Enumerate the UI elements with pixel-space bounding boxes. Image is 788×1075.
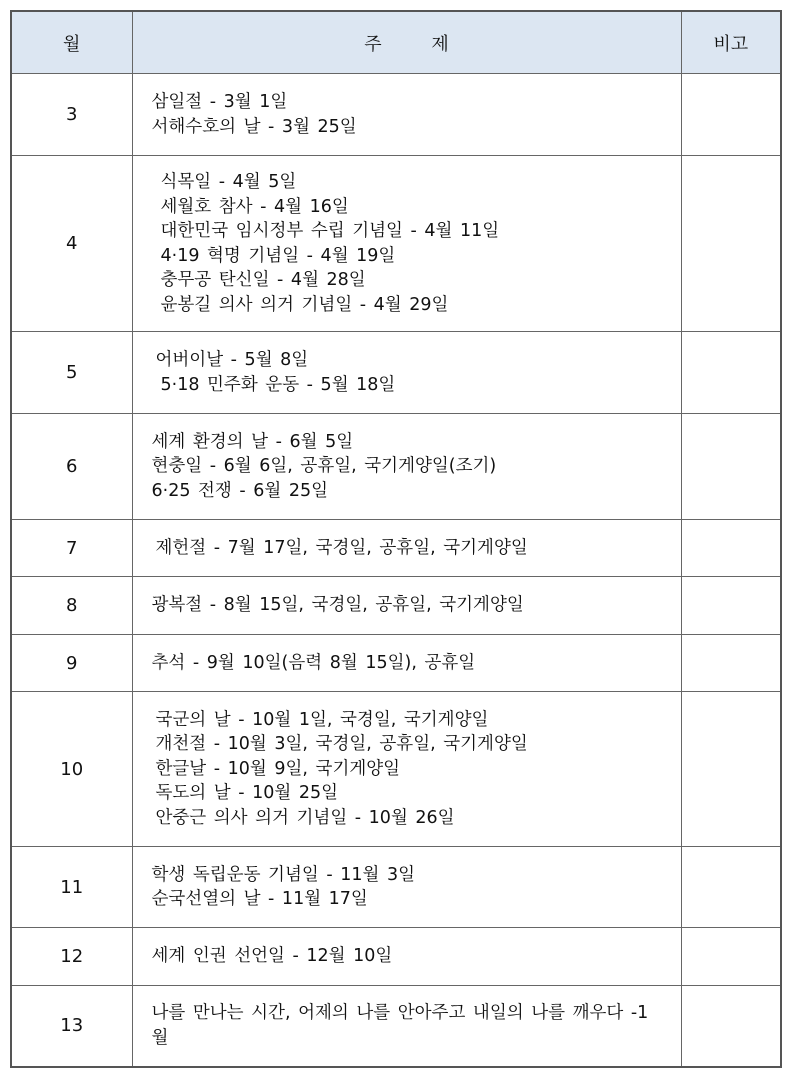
- month-cell: 9: [11, 635, 132, 692]
- topic-line: 충무공 탄신일 - 4월 28일: [160, 270, 366, 290]
- topic-column-header-label: 주 제: [364, 33, 471, 55]
- topic-line: 세계 인권 선언일 - 12월 10일: [151, 946, 393, 967]
- topic-cell: [132, 520, 681, 577]
- topic-line: 세월호 참사 - 4월 16일: [160, 196, 349, 217]
- topic-cell: [132, 692, 681, 847]
- topic-cell: [132, 928, 681, 986]
- topic-line: 학생 독립운동 기념일 - 11월 3일: [151, 864, 415, 885]
- table-row: [11, 74, 781, 156]
- topic-line: 4·19 혁명 기념일 - 4월 19일: [160, 245, 396, 266]
- note-cell: [681, 156, 781, 332]
- topic-cell: [132, 156, 681, 332]
- note-cell: [681, 635, 781, 692]
- table-row: [11, 577, 781, 635]
- topic-cell: [132, 577, 681, 635]
- header-row: [11, 11, 781, 74]
- topic-cell: [132, 635, 681, 692]
- note-cell: [681, 847, 781, 928]
- month-cell: 10: [11, 692, 132, 847]
- topic-line: 나를 만나는 시간, 어제의 나를 안아주고 내일의 나를 깨우다 -1월: [151, 1003, 649, 1048]
- table-row: [11, 414, 781, 520]
- month-cell: 11: [11, 847, 132, 928]
- monthly-topic-table: [10, 10, 782, 1068]
- table-row: [11, 520, 781, 577]
- note-cell: [681, 520, 781, 577]
- month-cell: 13: [11, 986, 132, 1067]
- note-cell: [681, 986, 781, 1067]
- topic-line: 순국선열의 날 - 11월 17일: [151, 889, 368, 909]
- month-cell: 4: [11, 156, 132, 332]
- topic-line: 윤봉길 의사 의거 기념일 - 4월 29일: [160, 294, 449, 315]
- table-row: [11, 986, 781, 1067]
- table-row: [11, 928, 781, 986]
- month-cell: 8: [11, 577, 132, 635]
- month-cell: 12: [11, 928, 132, 986]
- topic-line: 5·18 민주화 운동 - 5월 18일: [160, 374, 396, 395]
- topic-line: 국군의 날 - 10월 1일, 국경일, 국기게양일: [155, 709, 489, 730]
- month-cell: 7: [11, 520, 132, 577]
- table-row: [11, 156, 781, 332]
- month-column-header: 월: [11, 11, 132, 74]
- topic-line: 어버이날 - 5월 8일: [155, 350, 309, 370]
- note-column-header: 비고: [681, 11, 781, 74]
- note-cell: [681, 414, 781, 520]
- note-cell: [681, 332, 781, 414]
- topic-line: 현충일 - 6월 6일, 공휴일, 국기게양일(조기): [151, 456, 497, 477]
- topic-line: 안중근 의사 의거 기념일 - 10월 26일: [155, 807, 455, 828]
- note-cell: [681, 577, 781, 635]
- topic-cell: [132, 332, 681, 414]
- topic-cell: [132, 414, 681, 520]
- topic-line: 독도의 날 - 10월 25일: [155, 783, 339, 804]
- topic-column-header: [132, 11, 681, 74]
- topic-line: 서해수호의 날 - 3월 25일: [151, 116, 357, 137]
- topic-cell: [132, 74, 681, 156]
- table-row: [11, 847, 781, 928]
- topic-line: 세계 환경의 날 - 6월 5일: [151, 431, 354, 452]
- note-cell: [681, 928, 781, 986]
- table-row: [11, 332, 781, 414]
- topic-line: 추석 - 9월 10일(음력 8월 15일), 공휴일: [151, 652, 476, 673]
- topic-line: 대한민국 임시정부 수립 기념일 - 4월 11일: [160, 221, 500, 241]
- topic-line: 제헌절 - 7월 17일, 국경일, 공휴일, 국기게양일: [155, 537, 528, 558]
- note-cell: [681, 74, 781, 156]
- table-row: [11, 635, 781, 692]
- topic-line: 한글날 - 10월 9일, 국기게양일: [155, 758, 401, 779]
- month-cell: 3: [11, 74, 132, 156]
- topic-line: 개천절 - 10월 3일, 국경일, 공휴일, 국기게양일: [155, 734, 528, 755]
- topic-cell: [132, 986, 681, 1067]
- topic-line: 6·25 전쟁 - 6월 25일: [151, 480, 329, 501]
- month-cell: 5: [11, 332, 132, 414]
- topic-cell: [132, 847, 681, 928]
- topic-line: 식목일 - 4월 5일: [160, 172, 297, 192]
- topic-line: 광복절 - 8월 15일, 국경일, 공휴일, 국기게양일: [151, 595, 524, 616]
- table-row: [11, 692, 781, 847]
- note-cell: [681, 692, 781, 847]
- month-cell: 6: [11, 414, 132, 520]
- topic-line: 삼일절 - 3월 1일: [151, 92, 288, 112]
